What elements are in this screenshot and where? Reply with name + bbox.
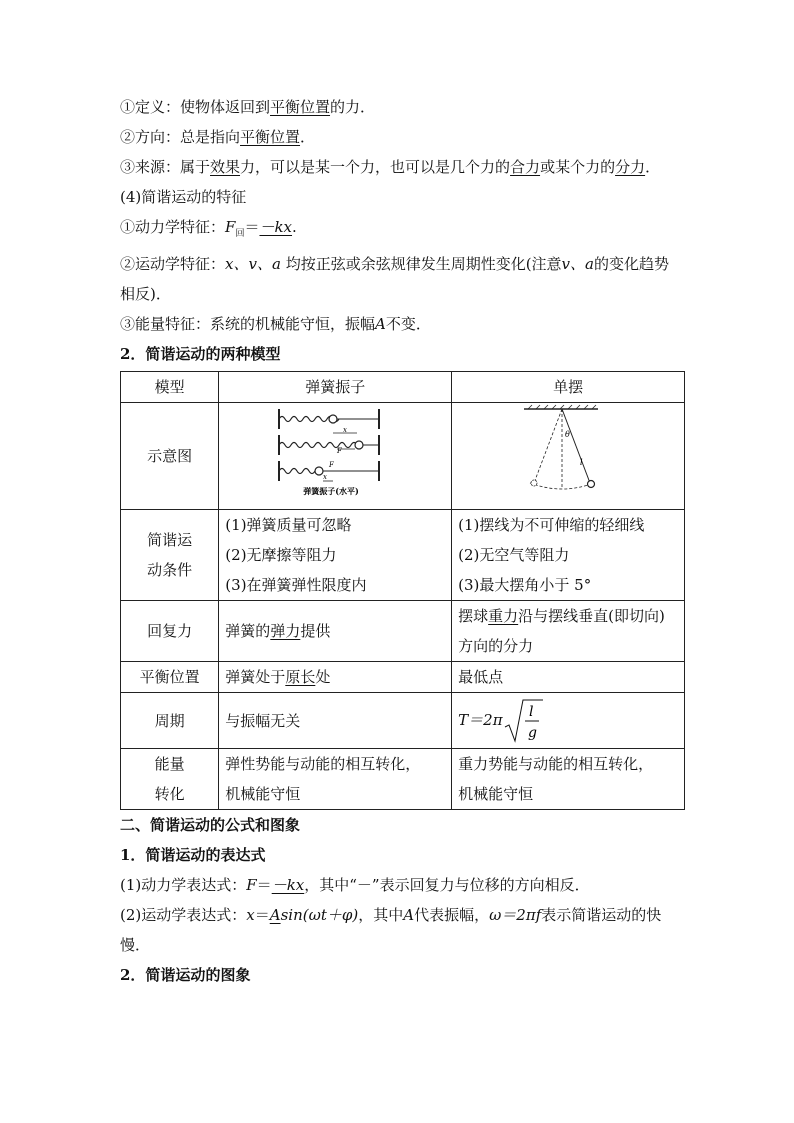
table-row-equilibrium xyxy=(121,662,685,693)
simple-pendulum-diagram xyxy=(452,403,676,499)
pendulum-l-label: l xyxy=(580,458,583,467)
blank-effect: 效果 xyxy=(210,158,241,176)
label-equilibrium: 平衡位置 xyxy=(121,662,219,693)
pendulum-period-formula: T＝2π l g xyxy=(452,693,685,749)
period-denominator: g xyxy=(527,724,537,741)
source-line: ③来源：属于效果力，可以是某一个力，也可以是几个力的合力或某个力的分力． xyxy=(120,158,661,176)
pendulum-conditions: (1)摆线为不可伸缩的轻细线 (2)无空气等阻力 (3)最大摆角小于 5° xyxy=(452,510,685,601)
blank-resultant: 合力 xyxy=(510,158,541,176)
direction-line: ②方向：总是指向平衡位置． xyxy=(120,128,316,146)
definition-line: ①定义：使物体返回到平衡位置的力． xyxy=(120,98,376,116)
features-heading: (4)简谐运动的特征 xyxy=(120,188,247,206)
table-row-diagram xyxy=(121,403,685,510)
spring-energy: 弹性势能与动能的相互转化， 机械能守恒 xyxy=(219,749,452,810)
table-row-period xyxy=(121,693,685,749)
spring-period: 与振幅无关 xyxy=(219,693,452,749)
document-page xyxy=(120,92,680,990)
spring-diagram-caption: 弹簧振子(水平) xyxy=(303,486,360,496)
spring-x-label-2: x xyxy=(323,473,328,481)
spring-conditions: (1)弹簧质量可忽略 (2)无摩擦等阻力 (3)在弹簧弹性限度内 xyxy=(219,510,452,601)
pendulum-diagram-cell xyxy=(452,403,685,510)
spring-equilibrium: 弹簧处于原长处 xyxy=(219,662,452,693)
kinematics-expression-line: (2)运动学表达式：x＝Asin(ωt＋φ)，其中A代表振幅，ω＝2πf表示简谐运动的快慢． xyxy=(120,906,662,954)
table-row-conditions xyxy=(121,510,685,601)
kinematics-feature-line: ②运动学特征：x、v、a 均按正弦或余弦规律发生周期性变化(注意v、a的变化趋势相反)． xyxy=(120,255,669,303)
spring-F-label-2: F xyxy=(329,461,335,469)
table-row-restoring-force xyxy=(121,601,685,662)
label-period: 周期 xyxy=(121,693,219,749)
label-restoring-force: 回复力 xyxy=(121,601,219,662)
blank-amplitude: A xyxy=(269,906,281,924)
spring-restoring-force: 弹簧的弹力提供 xyxy=(219,601,452,662)
dynamics-expression-line: (1)动力学表达式：F＝－kx，其中“－”表示回复力与位移的方向相反． xyxy=(120,876,590,894)
spring-oscillator-diagram xyxy=(219,403,443,499)
dynamics-feature-line: ①动力学特征：$F_回=-kx$. xyxy=(120,218,297,239)
table-row-energy xyxy=(121,749,685,810)
header-model: 模型 xyxy=(121,372,219,403)
models-table xyxy=(120,371,685,810)
expression-heading: 1．简谐运动的表达式 xyxy=(120,846,266,864)
graph-heading: 2．简谐运动的图象 xyxy=(120,966,251,984)
blank-equilibrium-1: 平衡位置 xyxy=(270,98,331,116)
spring-F-label-1: F xyxy=(337,447,343,455)
two-models-heading: 2．简谐运动的两种模型 xyxy=(120,345,281,363)
spring-x-label-1: x xyxy=(343,426,348,434)
label-diagram: 示意图 xyxy=(121,403,219,510)
label-conditions: 简谐运 动条件 xyxy=(121,510,219,601)
blank-component: 分力 xyxy=(615,158,646,176)
header-spring: 弹簧振子 xyxy=(219,372,452,403)
section-two-heading: 二、简谐运动的公式和图象 xyxy=(120,816,301,834)
blank-neg-kx: －kx xyxy=(259,218,293,236)
pendulum-energy: 重力势能与动能的相互转化， 机械能守恒 xyxy=(452,749,685,810)
sqrt-fraction xyxy=(503,697,543,745)
pendulum-equilibrium: 最低点 xyxy=(452,662,685,693)
label-energy: 能量 转化 xyxy=(121,749,219,810)
header-pendulum: 单摆 xyxy=(452,372,685,403)
spring-diagram-cell xyxy=(219,403,452,510)
table-header-row xyxy=(121,372,685,403)
pendulum-theta-label: θ xyxy=(565,430,570,439)
energy-feature-line: ③能量特征：系统的机械能守恒，振幅A不变． xyxy=(120,315,431,333)
period-numerator: l xyxy=(528,703,534,720)
blank-equilibrium-2: 平衡位置 xyxy=(240,128,301,146)
blank-neg-kx-2: －kx xyxy=(271,876,305,894)
pendulum-restoring-force: 摆球重力沿与摆线垂直(即切向)方向的分力 xyxy=(452,601,685,662)
